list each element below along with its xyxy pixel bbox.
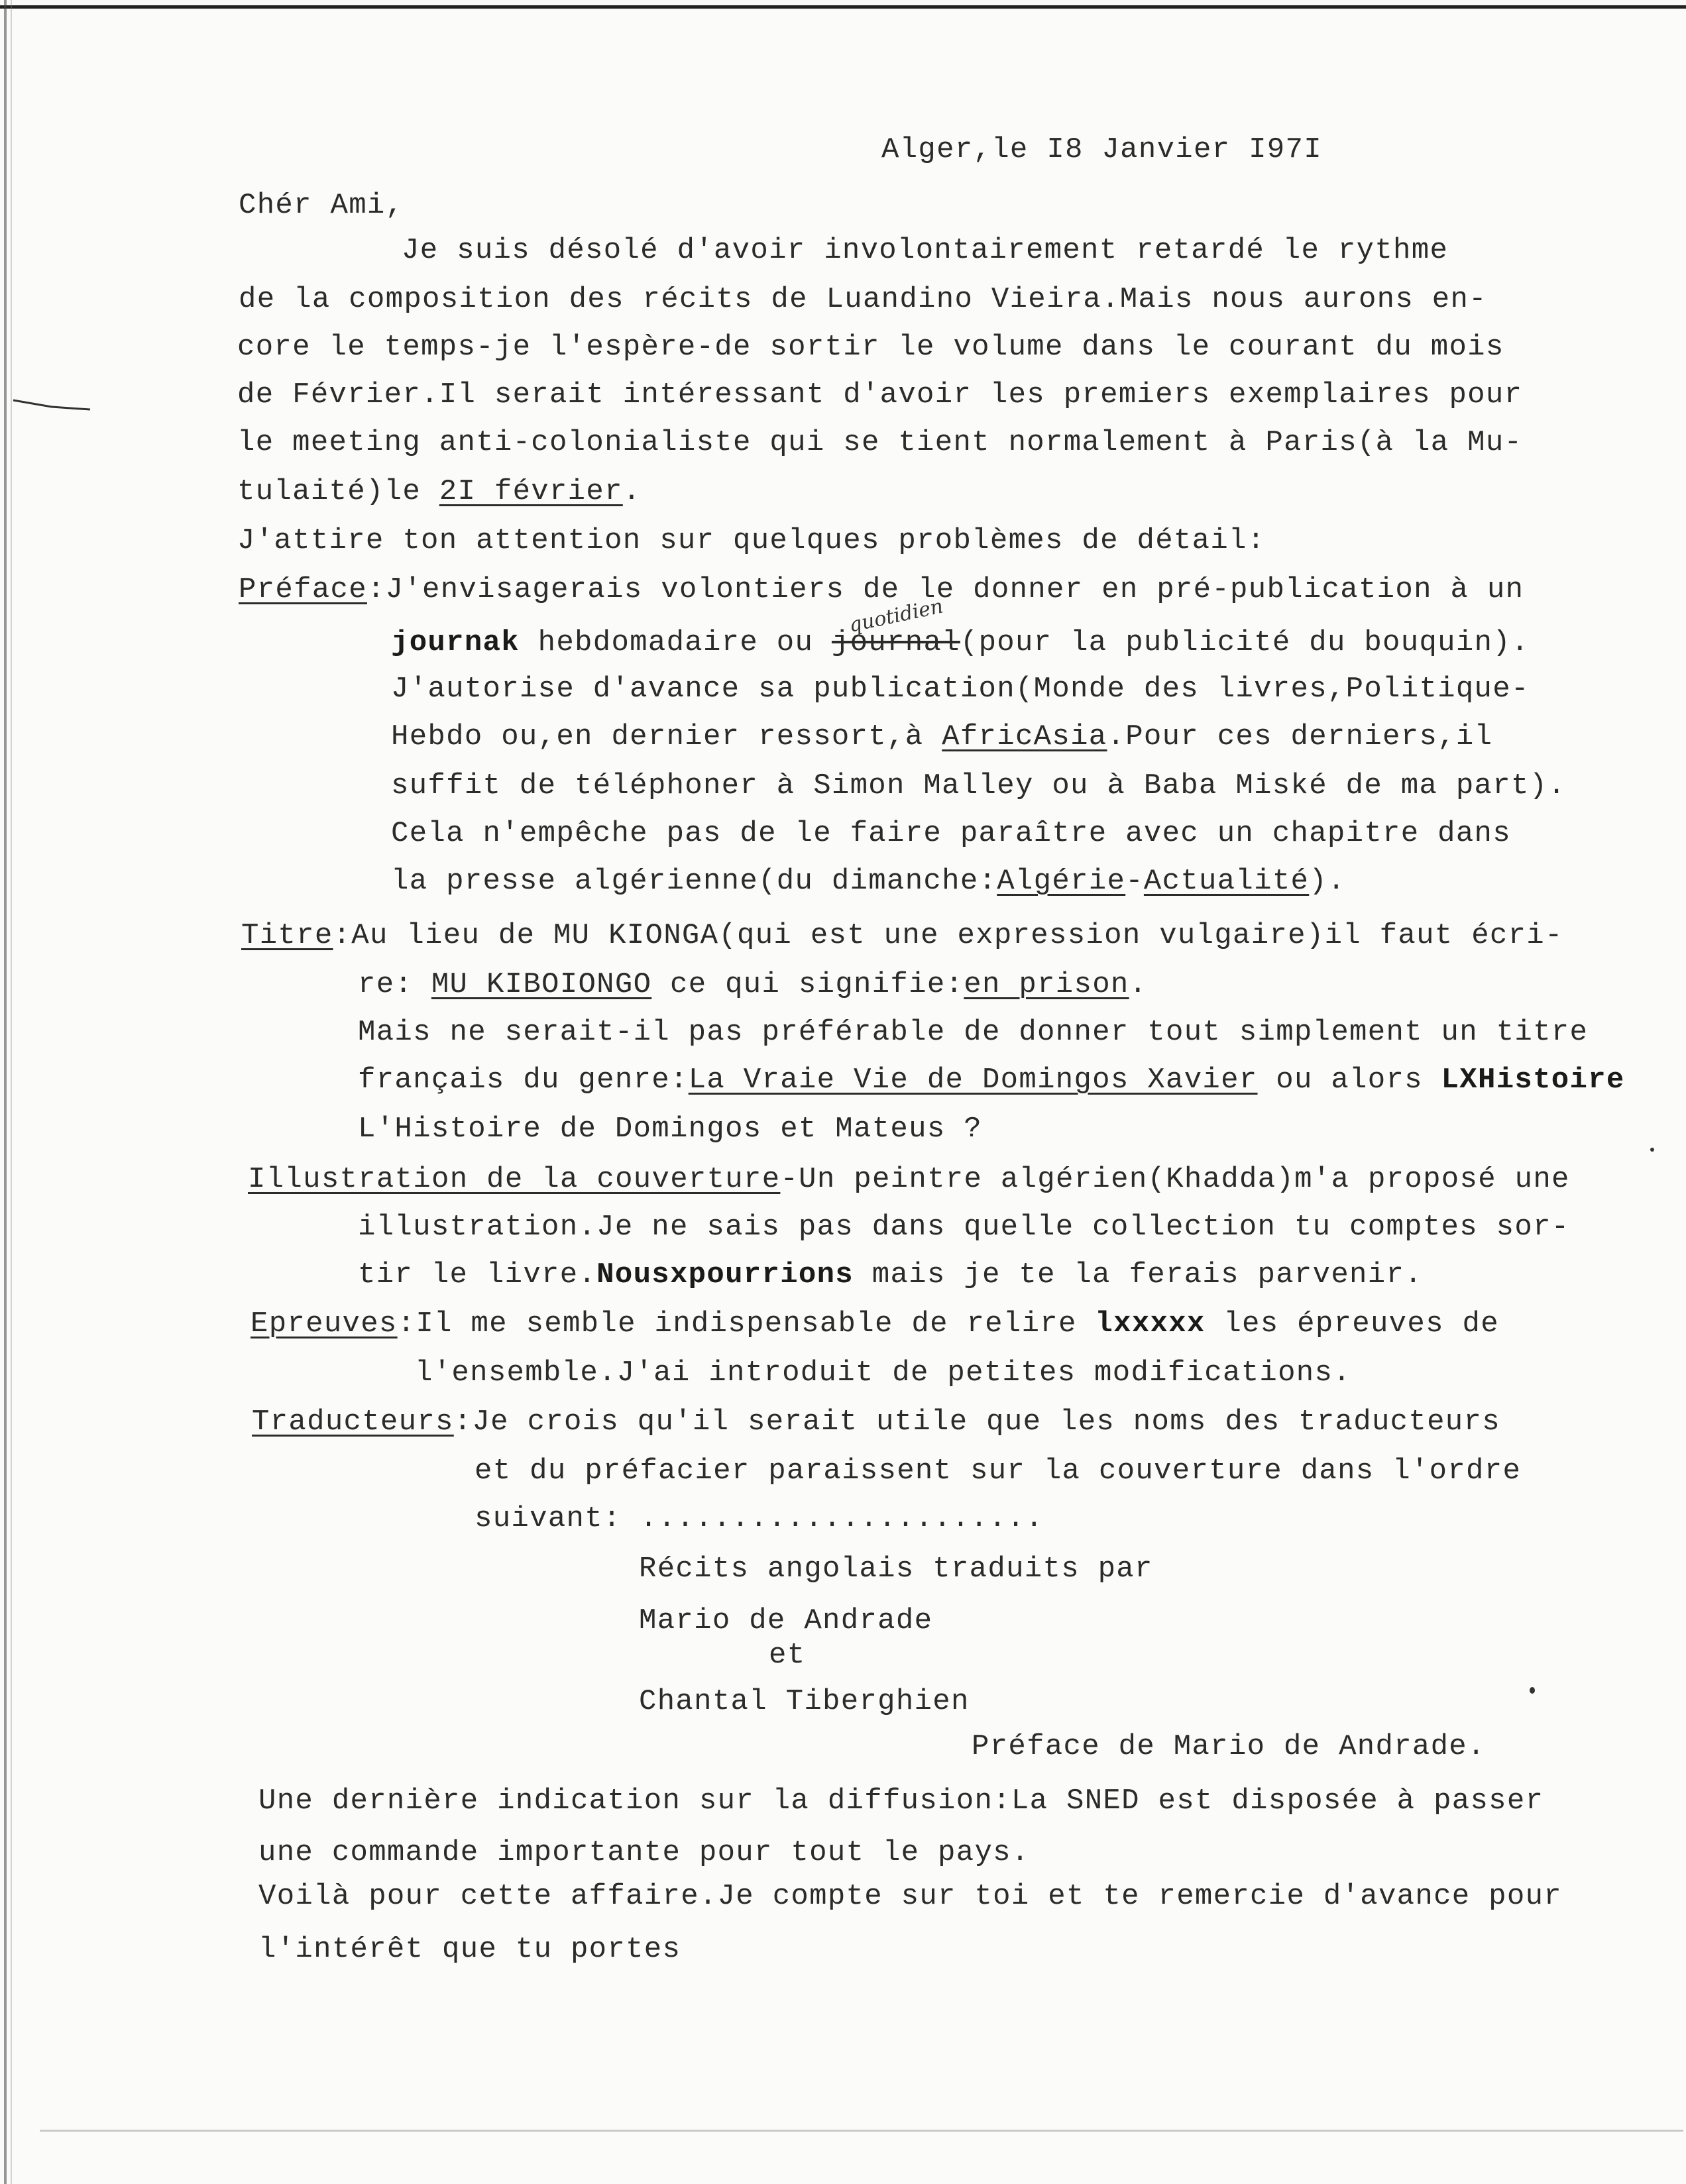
letter-date: Alger,le I8 Janvier I97I [881,133,1322,166]
credit-line-4: Chantal Tiberghien [639,1685,970,1718]
traducteurs-heading: Traducteurs [252,1405,454,1439]
epreuves-line-1: Epreuves:Il me semble indispensable de relire lxxxxx les épreuves de [251,1307,1499,1340]
closing-line-4: l'intérêt que tu portes [258,1933,681,1966]
struck-word: Nousxpourrions [596,1258,854,1291]
margin-pencil-mark [12,398,91,413]
intro-line-5: le meeting anti-colonialiste qui se tient normalement à Paris(à la Mu- [237,426,1523,459]
titre-heading: Titre [241,919,333,952]
proposed-title: La Vraie Vie de Domingos Xavier [688,1064,1258,1097]
algerie-ref: Algérie [997,865,1126,898]
titre-line-1: Titre:Au lieu de MU KIONGA(qui est une expression vulgaire)il faut écri- [241,919,1563,952]
preface-line-2: journak hebdomadaire ou journal(pour la publicité du bouquin). [391,626,1530,659]
actualite-ref: Actualité [1143,865,1310,898]
intro-line-3: core le temps-je l'espère-de sortir le volume dans le courant du mois [237,331,1504,364]
credit-line-2: Mario de Andrade [639,1604,933,1637]
africasia-ref: AfricAsia [942,720,1107,753]
intro-line-6: tulaité)le 2I février. [237,475,642,508]
ink-speck [1530,1687,1535,1694]
closing-line-1: Une dernière indication sur la diffusion:La SNED est disposée à passer [258,1784,1544,1818]
preface-line-4: Hebdo ou,en dernier ressort,à AfricAsia.Pour ces derniers,il [391,720,1493,753]
traducteurs-line-3: suivant: ...................... [475,1502,1044,1535]
scan-top-edge [0,5,1686,9]
illustration-line-3: tir le livre.Nousxpourrions mais je te la ferais parvenir. [358,1258,1423,1291]
scan-left-edge [4,0,7,2184]
titre-line-5: L'Histoire de Domingos et Mateus ? [358,1113,982,1146]
intro-line-2: de la composition des récits de Luandino Vieira.Mais nous aurons en- [239,283,1487,316]
struck-word: LXHistoire [1441,1064,1625,1097]
kiboiongo-title: MU KIBOIONGO [431,968,652,1001]
letter-salutation: Chér Ami, [239,189,404,222]
illustration-line-1: Illustration de la couverture-Un peintre algérien(Khadda)m'a proposé une [248,1163,1570,1196]
handwritten-correction: quotidien [846,594,946,637]
preface-line-7: la presse algérienne(du dimanche:Algérie-Actualité). [391,865,1346,898]
closing-line-2: une commande importante pour tout le pays. [258,1836,1030,1869]
preface-credit: Préface de Mario de Andrade. [972,1730,1486,1763]
ink-speck [1650,1148,1654,1152]
traducteurs-line-1: Traducteurs:Je crois qu'il serait utile que les noms des traducteurs [252,1405,1500,1439]
preface-line-5: suffit de téléphoner à Simon Malley ou à Baba Miské de ma part). [391,769,1567,802]
preface-line-1: Préface:J'envisagerais volontiers de le donner en pré-publication à un [239,573,1524,606]
credit-line-1: Récits angolais traduits par [639,1553,1153,1586]
meeting-date: 2I février [439,475,623,508]
titre-line-3: Mais ne serait-il pas préférable de donner tout simplement un titre [358,1016,1589,1049]
problems-intro: J'attire ton attention sur quelques problèmes de détail: [237,524,1266,557]
preface-line-6: Cela n'empêche pas de le faire paraître avec un chapitre dans [391,817,1511,850]
preface-line-3: J'autorise d'avance sa publication(Monde des livres,Politique- [391,673,1530,706]
illustration-line-2: illustration.Je ne sais pas dans quelle collection tu comptes sor- [358,1211,1570,1244]
intro-line-1: Je suis désolé d'avoir involontairement retardé le rythme [402,234,1449,267]
epreuves-line-2: l'ensemble.J'ai introduit de petites modifications. [415,1356,1351,1390]
epreuves-heading: Epreuves [251,1307,398,1340]
illustration-heading: Illustration de la couverture [248,1163,781,1196]
credit-line-3: et [769,1639,806,1672]
closing-line-3: Voilà pour cette affaire.Je compte sur toi et te remercie d'avance pour [258,1880,1563,1913]
struck-word: journal [831,626,960,659]
titre-line-2: re: MU KIBOIONGO ce qui signifie:en prison. [358,968,1148,1001]
traducteurs-line-2: et du préfacier paraissent sur la couverture dans l'ordre [475,1454,1522,1488]
struck-word: lxxxxx [1095,1307,1206,1340]
titre-line-4: français du genre:La Vraie Vie de Domingos Xavier ou alors LXHistoire [358,1064,1625,1097]
struck-word: journak [391,626,520,659]
scan-left-edge-shadow [11,0,12,2184]
preface-heading: Préface [239,573,367,606]
intro-line-4: de Février.Il serait intéressant d'avoir les premiers exemplaires pour [237,378,1523,411]
scan-bottom-rule [40,2130,1683,2132]
en-prison-ref: en prison [964,968,1129,1001]
